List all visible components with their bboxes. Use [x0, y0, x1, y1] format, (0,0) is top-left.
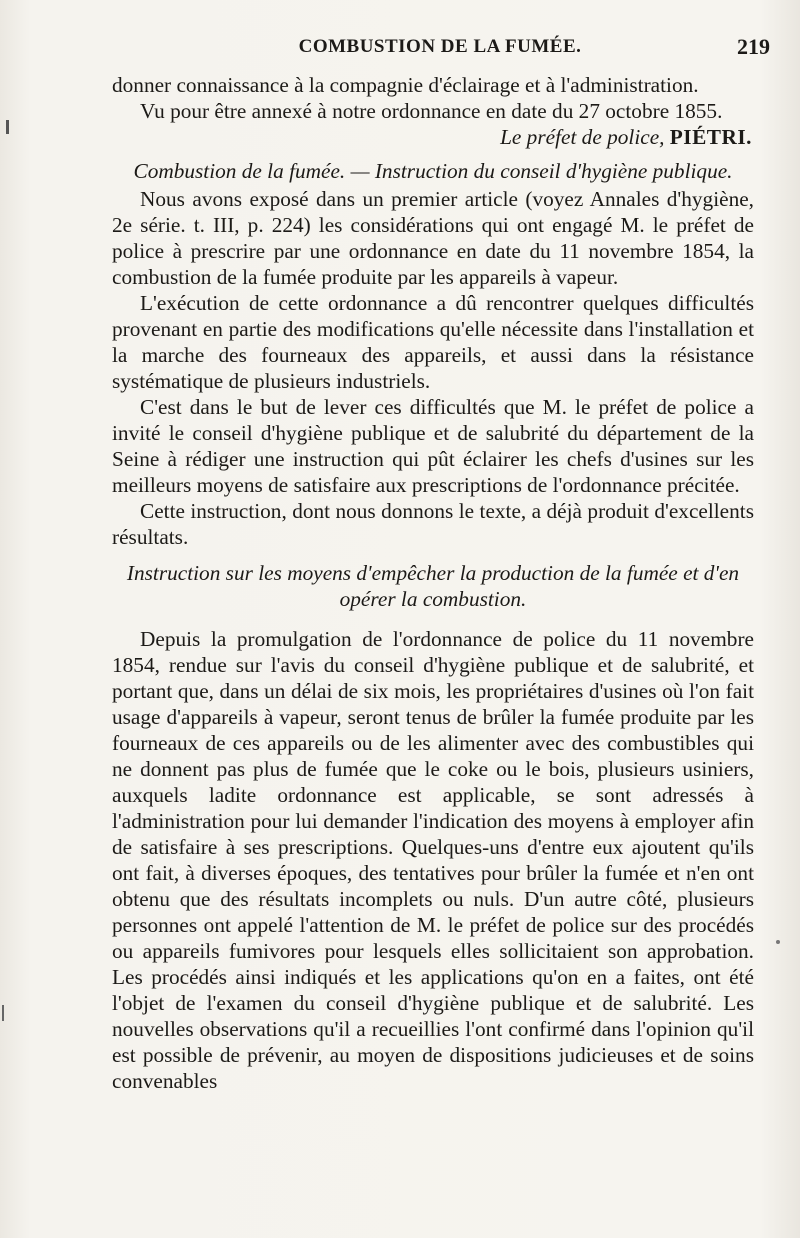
running-title: COMBUSTION DE LA FUMÉE. [298, 36, 582, 57]
signature-name: PIÉTRI. [669, 125, 752, 149]
page-number: 219 [737, 34, 770, 59]
page-header [110, 36, 770, 66]
instruction-heading: Instruction sur les moyens d'empêcher la production de la fumée et d'en opérer la combustion. [126, 561, 740, 611]
section-heading: Combustion de la fumée. — Instruction du conseil d'hygiène publique. [133, 159, 733, 183]
paragraph: Depuis la promulgation de l'ordonnance de police du 11 novembre 1854, rendue sur l'avis du conseil d'hygiène publique et de salubrité, et portant que, dans un délai de six mois, les propriétaires d'usines où l'on fait usage d'appareils à vapeur, seront tenus de brûler la fumée produite par les fourneaux de ces appareils ou de les alimenter avec des combustibles qui ne donnent pas plus de fumée que le coke ou le bois, plusieurs usiniers, auxquels ladite ordonnance est applicable, se sont adressés à l'administration pour lui demander l'indication des moyens à employer afin de satisfaire à ses prescriptions. Quelques-uns d'entre eux ajoutent qu'ils ont fait, à diverses époques, des tentatives pour brûler la fumée et n'en ont obtenu que des résultats incomplets ou nuls. D'un autre côté, plusieurs personnes ont appelé l'attention de M. le préfet de police sur des procédés ou appareils fumivores pour lesquels elles sollicitaient son approbation. Les procédés ainsi indiqués et les applications qu'on en a faites, ont été l'objet de l'examen du conseil d'hygiène publique et de salubrité. Les nouvelles observations qu'il a recueillies l'ont confirmé dans l'opinion qu'il est possible de prévenir, au moyen de dispositions judicieuses et de soins convenables [112, 627, 754, 1093]
margin-mark [2, 1005, 10, 1021]
page-body [112, 72, 754, 1094]
paragraph-continuation: donner connaissance à la compagnie d'éclairage et à l'administration. [112, 73, 699, 97]
paragraph-annex: Vu pour être annexé à notre ordonnance en date du 27 octobre 1855. [140, 99, 723, 123]
signature-role: Le préfet de police, [500, 125, 665, 149]
signature-line [112, 124, 754, 150]
paragraph: L'exécution de cette ordonnance a dû rencontrer quelques difficultés provenant en partie des modifications qu'elle nécessite dans l'installation et la marche des fourneaux des appareils, et aussi dans la résistance systématique de plusieurs industriels. [112, 291, 754, 393]
paragraph: C'est dans le but de lever ces difficultés que M. le préfet de police a invité le conseil d'hygiène publique et de salubrité du département de la Seine à rédiger une instruction qui pût éclairer les chefs d'usines sur les meilleurs moyens de satisfaire aux prescriptions de l'ordonnance précitée. [112, 395, 754, 497]
paragraph: Nous avons exposé dans un premier article (voyez Annales d'hygiène, 2e série. t. III, p. 224) les considérations qui ont engagé M. le préfet de police à prescrire par une ordonnance en date du 11 novembre 1854, la combustion de la fumée produite par les appareils à vapeur. [112, 187, 754, 289]
paragraph: Cette instruction, dont nous donnons le texte, a déjà produit d'excellents résultats. [112, 499, 754, 549]
margin-mark [6, 120, 9, 134]
margin-dot [776, 940, 780, 944]
